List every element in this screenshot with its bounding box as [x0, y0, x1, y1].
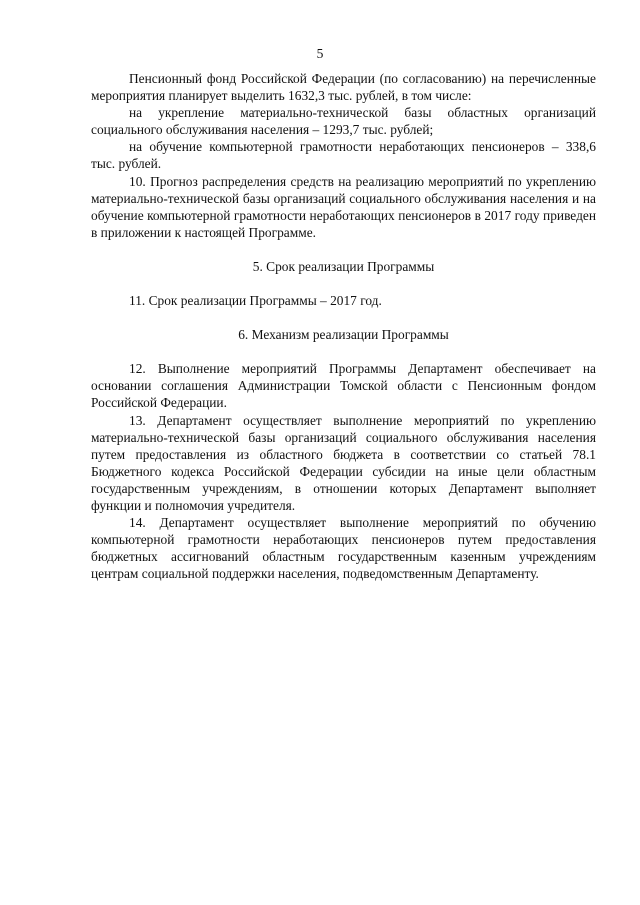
spacer	[91, 275, 596, 292]
paragraph-item-14: 14. Департамент осуществляет выполнение мероприятий по обучению компьютерной грамотности неработающих пенсионеров путем предоставления бюджетных ассигнований областным государственным казенным учреждениям центрам социальной поддержки населения, подведомственным Департаменту.	[91, 515, 596, 582]
section-6-heading: 6. Механизм реализации Программы	[238, 327, 449, 343]
paragraph-material-base-funding: на укрепление материально-технической базы областных организаций социального обслуживания населения – 1293,7 тыс. рублей;	[91, 105, 596, 138]
spacer	[91, 241, 596, 258]
paragraph-item-10: 10. Прогноз распределения средств на реализацию мероприятий по укреплению материально-технической базы организаций социального обслуживания населения и на обучение компьютерной грамотности неработающих пенсионеров в 2017 году приведен в приложении к настоящей Программе.	[91, 173, 596, 240]
section-5-heading: 5. Срок реализации Программы	[252, 258, 435, 274]
paragraph-item-12: 12. Выполнение мероприятий Программы Департамент обеспечивает на основании соглашения Администрации Томской области с Пенсионным фондом Российской Федерации.	[91, 361, 596, 411]
page-number: 5	[316, 46, 324, 61]
spacer	[91, 309, 596, 326]
document-body	[91, 70, 596, 582]
spacer	[91, 343, 596, 360]
paragraph-item-13: 13. Департамент осуществляет выполнение мероприятий по укреплению материально-технической базы организаций социального обслуживания населения путем предоставления из областного бюджета в соответствии со статьей 78.1 Бюджетного кодекса Российской Федерации субсидии на иные цели областным государственным учреждениям, в отношении которых Департамент выполняет функции и полномочия учредителя.	[91, 412, 596, 513]
paragraph-pension-fund-funding: Пенсионный фонд Российской Федерации (по согласованию) на перечисленные мероприятия планирует выделить 1632,3 тыс. рублей, в том числе:	[91, 71, 596, 104]
paragraph-item-11: 11. Срок реализации Программы – 2017 год.	[129, 293, 382, 309]
paragraph-computer-literacy-funding: на обучение компьютерной грамотности неработающих пенсионеров – 338,6 тыс. рублей.	[91, 139, 596, 172]
